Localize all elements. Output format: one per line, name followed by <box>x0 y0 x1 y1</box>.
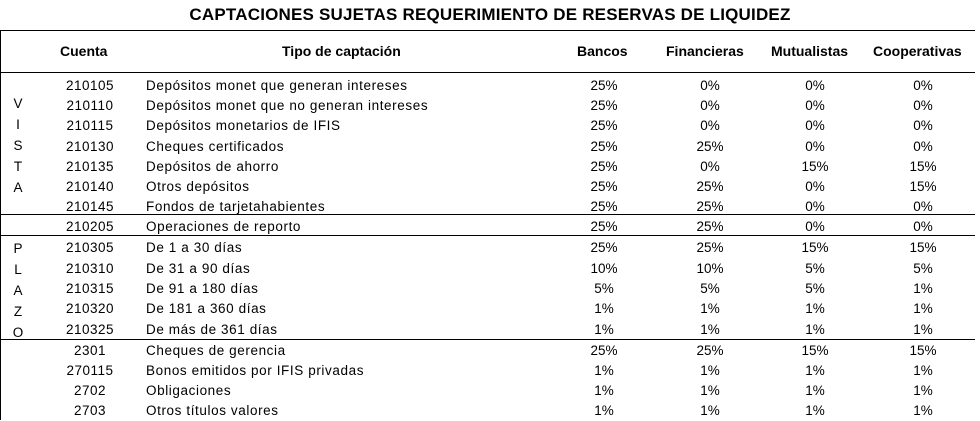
cell-mutualistas: 1% <box>805 322 825 337</box>
cell-mutualistas: 0% <box>805 219 825 234</box>
cell-mutualistas: 1% <box>805 383 825 398</box>
cell-cooperativas: 15% <box>909 179 937 194</box>
cell-financieras: 0% <box>700 118 720 133</box>
cell-cuenta: 210320 <box>65 301 115 316</box>
cell-bancos: 25% <box>590 179 618 194</box>
plazo-letter: L <box>14 262 22 277</box>
cell-bancos: 1% <box>594 322 614 337</box>
cell-cooperativas: 1% <box>913 363 933 378</box>
table-row <box>0 320 980 340</box>
table-row <box>0 299 980 319</box>
cell-financieras: 1% <box>700 322 720 337</box>
cell-cooperativas: 0% <box>913 219 933 234</box>
cell-cuenta: 210145 <box>65 199 115 214</box>
table-row <box>0 116 980 136</box>
header-mutualistas: Mutualistas <box>771 43 849 59</box>
cell-cuenta: 270115 <box>66 363 114 378</box>
table-row <box>0 157 980 177</box>
cell-mutualistas: 0% <box>805 139 825 154</box>
table-row <box>0 96 980 116</box>
cell-mutualistas: 1% <box>805 403 825 418</box>
cell-mutualistas: 1% <box>805 363 825 378</box>
cell-cooperativas: 1% <box>913 383 933 398</box>
cell-tipo-captacion: Otros títulos valores <box>146 403 279 418</box>
cell-financieras: 25% <box>696 343 724 358</box>
cell-mutualistas: 0% <box>805 199 825 214</box>
table-row <box>0 341 980 361</box>
vista-letter: A <box>13 180 23 195</box>
cell-tipo-captacion: Depósitos monet que no generan intereses <box>146 98 429 113</box>
cell-cuenta: 210135 <box>65 159 115 174</box>
cell-financieras: 10% <box>696 261 724 276</box>
cell-bancos: 1% <box>594 383 614 398</box>
cell-cooperativas: 1% <box>913 301 933 316</box>
cell-tipo-captacion: Cheques certificados <box>146 139 285 154</box>
header-cuenta: Cuenta <box>60 43 108 59</box>
table-title: CAPTACIONES SUJETAS REQUERIMIENTO DE RESERVAS DE LIQUIDEZ <box>189 5 791 24</box>
cell-tipo-captacion: De 181 a 360 días <box>146 301 267 316</box>
cell-tipo-captacion: De 91 a 180 días <box>146 281 259 296</box>
cell-tipo-captacion: De 1 a 30 días <box>146 240 243 255</box>
cell-bancos: 25% <box>590 98 618 113</box>
cell-mutualistas: 15% <box>801 240 829 255</box>
cell-financieras: 25% <box>696 199 724 214</box>
table-row <box>0 238 980 258</box>
table-row <box>0 381 980 401</box>
cell-bancos: 25% <box>590 219 618 234</box>
cell-cooperativas: 15% <box>909 240 937 255</box>
cell-financieras: 25% <box>696 219 724 234</box>
cell-tipo-captacion: Obligaciones <box>146 383 232 398</box>
cell-mutualistas: 5% <box>805 281 825 296</box>
header-divider <box>0 72 975 73</box>
cell-cooperativas: 0% <box>913 139 933 154</box>
cell-financieras: 1% <box>700 363 720 378</box>
cell-cuenta: 2703 <box>73 403 107 418</box>
cell-cuenta: 210310 <box>65 261 115 276</box>
cell-mutualistas: 5% <box>805 261 825 276</box>
table-row <box>0 259 980 279</box>
cell-cooperativas: 1% <box>913 403 933 418</box>
title-divider <box>0 30 975 31</box>
plazo-letter: O <box>12 325 24 339</box>
cell-financieras: 0% <box>700 159 720 174</box>
cell-financieras: 25% <box>696 240 724 255</box>
vista-letter: T <box>13 159 23 174</box>
header-financieras: Financieras <box>666 43 744 59</box>
cell-cooperativas: 15% <box>909 343 937 358</box>
cell-cooperativas: 1% <box>913 322 933 337</box>
cell-mutualistas: 0% <box>805 179 825 194</box>
cell-cooperativas: 0% <box>913 118 933 133</box>
vista-letter: S <box>13 138 23 153</box>
cell-financieras: 5% <box>700 281 720 296</box>
cell-bancos: 25% <box>590 78 618 93</box>
vista-letter: I <box>16 117 20 132</box>
header-tipo-captacion: Tipo de captación <box>282 43 401 59</box>
header-bancos: Bancos <box>577 43 628 59</box>
cell-tipo-captacion: Bonos emitidos por IFIS privadas <box>146 363 365 378</box>
table-row <box>0 177 980 197</box>
cell-cooperativas: 0% <box>913 78 933 93</box>
cell-bancos: 25% <box>590 240 618 255</box>
table-row <box>0 361 980 381</box>
cell-cuenta: 2301 <box>73 343 107 358</box>
cell-cuenta: 210105 <box>65 78 115 93</box>
cell-cuenta: 210205 <box>65 219 115 234</box>
cell-cuenta: 210110 <box>66 98 114 113</box>
plazo-letter: A <box>13 283 23 298</box>
cell-bancos: 5% <box>594 281 614 296</box>
cell-financieras: 0% <box>700 78 720 93</box>
cell-cuenta: 210115 <box>66 118 114 133</box>
cell-tipo-captacion: Depósitos de ahorro <box>146 159 279 174</box>
cell-mutualistas: 15% <box>801 343 829 358</box>
cell-cooperativas: 1% <box>913 281 933 296</box>
header-cooperativas: Cooperativas <box>873 43 962 59</box>
cell-cuenta: 210305 <box>65 240 115 255</box>
cell-financieras: 1% <box>700 403 720 418</box>
cell-mutualistas: 0% <box>805 78 825 93</box>
cell-cuenta: 210325 <box>65 322 115 337</box>
cell-financieras: 25% <box>696 179 724 194</box>
cell-tipo-captacion: De más de 361 días <box>146 322 278 337</box>
cell-financieras: 1% <box>700 301 720 316</box>
cell-bancos: 10% <box>590 261 618 276</box>
table-row <box>0 217 980 237</box>
cell-bancos: 1% <box>594 301 614 316</box>
cell-tipo-captacion: Otros depósitos <box>146 179 250 194</box>
cell-bancos: 25% <box>590 343 618 358</box>
cell-financieras: 1% <box>700 383 720 398</box>
cell-bancos: 25% <box>590 199 618 214</box>
cell-cuenta: 210130 <box>65 139 115 154</box>
cell-mutualistas: 0% <box>805 118 825 133</box>
cell-bancos: 25% <box>590 139 618 154</box>
table-row <box>0 401 980 421</box>
cell-mutualistas: 15% <box>801 159 829 174</box>
vista-letter: V <box>13 96 23 111</box>
cell-tipo-captacion: Depósitos monet que generan intereses <box>146 78 408 93</box>
plazo-letter: P <box>13 241 23 256</box>
cell-bancos: 1% <box>594 403 614 418</box>
cell-financieras: 0% <box>700 98 720 113</box>
cell-tipo-captacion: Cheques de gerencia <box>146 343 286 358</box>
cell-financieras: 25% <box>696 139 724 154</box>
cell-bancos: 1% <box>594 363 614 378</box>
cell-cooperativas: 0% <box>913 98 933 113</box>
cell-bancos: 25% <box>590 118 618 133</box>
cell-bancos: 25% <box>590 159 618 174</box>
plazo-letter: Z <box>13 304 23 319</box>
cell-mutualistas: 0% <box>805 98 825 113</box>
table-row <box>0 76 980 96</box>
table-row <box>0 279 980 299</box>
cell-tipo-captacion: Operaciones de reporto <box>146 219 302 234</box>
cell-cooperativas: 15% <box>909 159 937 174</box>
table-row <box>0 137 980 157</box>
cell-tipo-captacion: Fondos de tarjetahabientes <box>146 199 326 214</box>
cell-mutualistas: 1% <box>805 301 825 316</box>
cell-cuenta: 2702 <box>73 383 107 398</box>
cell-cooperativas: 0% <box>913 199 933 214</box>
cell-tipo-captacion: Depósitos monetarios de IFIS <box>146 118 341 133</box>
table-row <box>0 197 980 217</box>
cell-tipo-captacion: De 31 a 90 días <box>146 261 251 276</box>
cell-cooperativas: 5% <box>913 261 933 276</box>
cell-cuenta: 210140 <box>65 179 115 194</box>
cell-cuenta: 210315 <box>65 281 115 296</box>
